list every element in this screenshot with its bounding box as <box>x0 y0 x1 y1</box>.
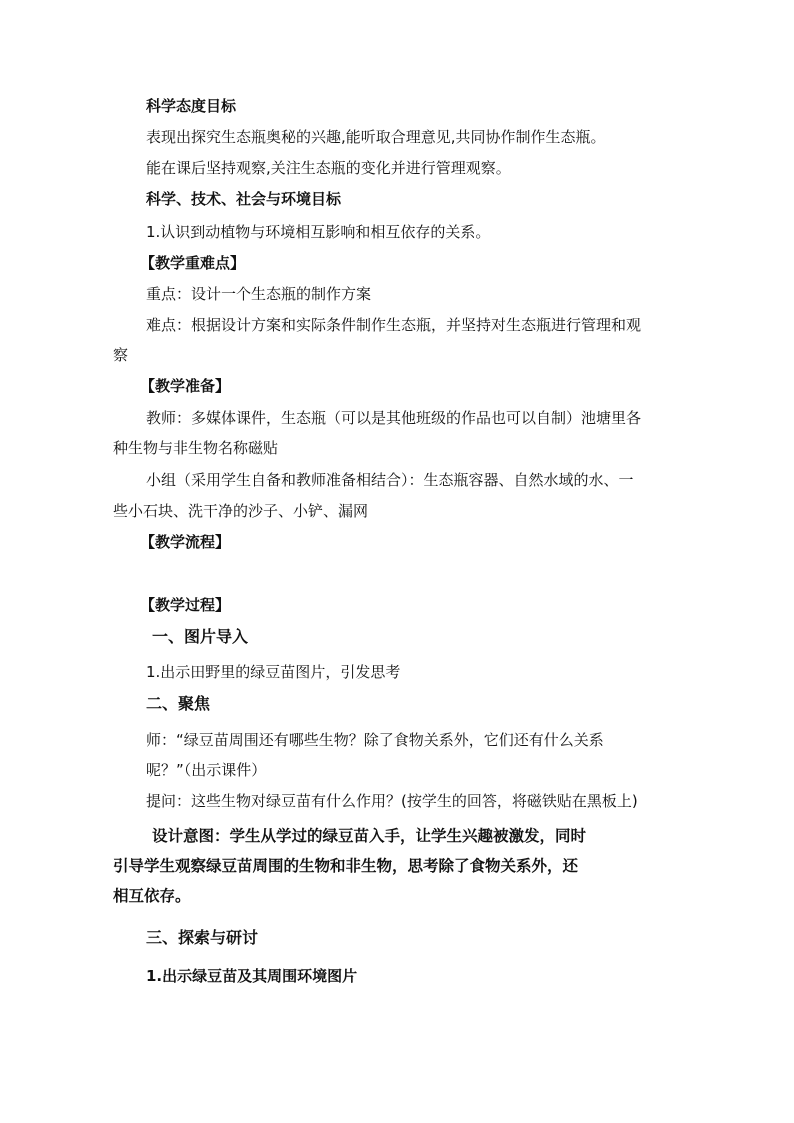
section-1-item-1: 1.出示田野里的绿豆苗图片，引发思考 <box>146 663 401 681</box>
group-prep-line-1: 小组（采用学生自备和教师准备相结合）：生态瓶容器、自然水域的水、一 <box>146 471 634 489</box>
design-intent-line-2: 引导学生观察绿豆苗周围的生物和非生物，思考除了食物关系外，还 <box>113 856 579 875</box>
design-intent-line-3: 相互依存。 <box>113 886 191 905</box>
teacher-prep-line-1: 教师：多媒体课件，生态瓶（可以是其他班级的作品也可以自制）池塘里各 <box>146 409 642 427</box>
section-3-item-1: 1.出示绿豆苗及其周围环境图片 <box>146 967 358 985</box>
attitude-line-2: 能在课后坚持观察,关注生态瓶的变化并进行管理观察。 <box>146 159 511 177</box>
key-point-line: 重点：设计一个生态瓶的制作方案 <box>146 285 372 303</box>
process-heading: 【教学过程】 <box>140 596 231 614</box>
design-intent-line-1: 设计意图：学生从学过的绿豆苗入手，让学生兴趣被激发，同时 <box>152 826 587 845</box>
section-1-heading: 一、图片导入 <box>152 627 249 646</box>
sts-line-1: 1.认识到动植物与环境相互影响和相互依存的关系。 <box>146 223 491 241</box>
attitude-line-1: 表现出探究生态瓶奥秘的兴趣,能听取合理意见,共同协作制作生态瓶。 <box>146 128 606 146</box>
section-2-heading: 二、聚焦 <box>146 694 211 713</box>
group-prep-line-2: 些小石块、洗干净的沙子、小铲、漏网 <box>113 502 369 520</box>
preparation-heading: 【教学准备】 <box>140 377 231 395</box>
attitude-goal-heading: 科学态度目标 <box>146 97 237 115</box>
flow-heading: 【教学流程】 <box>140 533 231 551</box>
section-3-heading: 三、探索与研讨 <box>146 928 259 947</box>
sts-goal-heading: 科学、技术、社会与环境目标 <box>146 190 342 208</box>
teacher-prep-line-2: 种生物与非生物名称磁贴 <box>113 439 279 457</box>
key-points-heading: 【教学重难点】 <box>140 254 246 272</box>
difficult-point-line-1: 难点：根据设计方案和实际条件制作生态瓶，并坚持对生态瓶进行管理和观 <box>146 316 642 334</box>
ask-line: 提问：这些生物对绿豆苗有什么作用？(按学生的回答，将磁铁贴在黑板上) <box>146 792 638 810</box>
difficult-point-line-2: 察 <box>113 346 129 364</box>
teacher-question-line-1: 师：“绿豆苗周围还有哪些生物？除了食物关系外，它们还有什么关系 <box>146 731 604 749</box>
teacher-question-line-2: 呢？”（出示课件） <box>146 761 267 779</box>
